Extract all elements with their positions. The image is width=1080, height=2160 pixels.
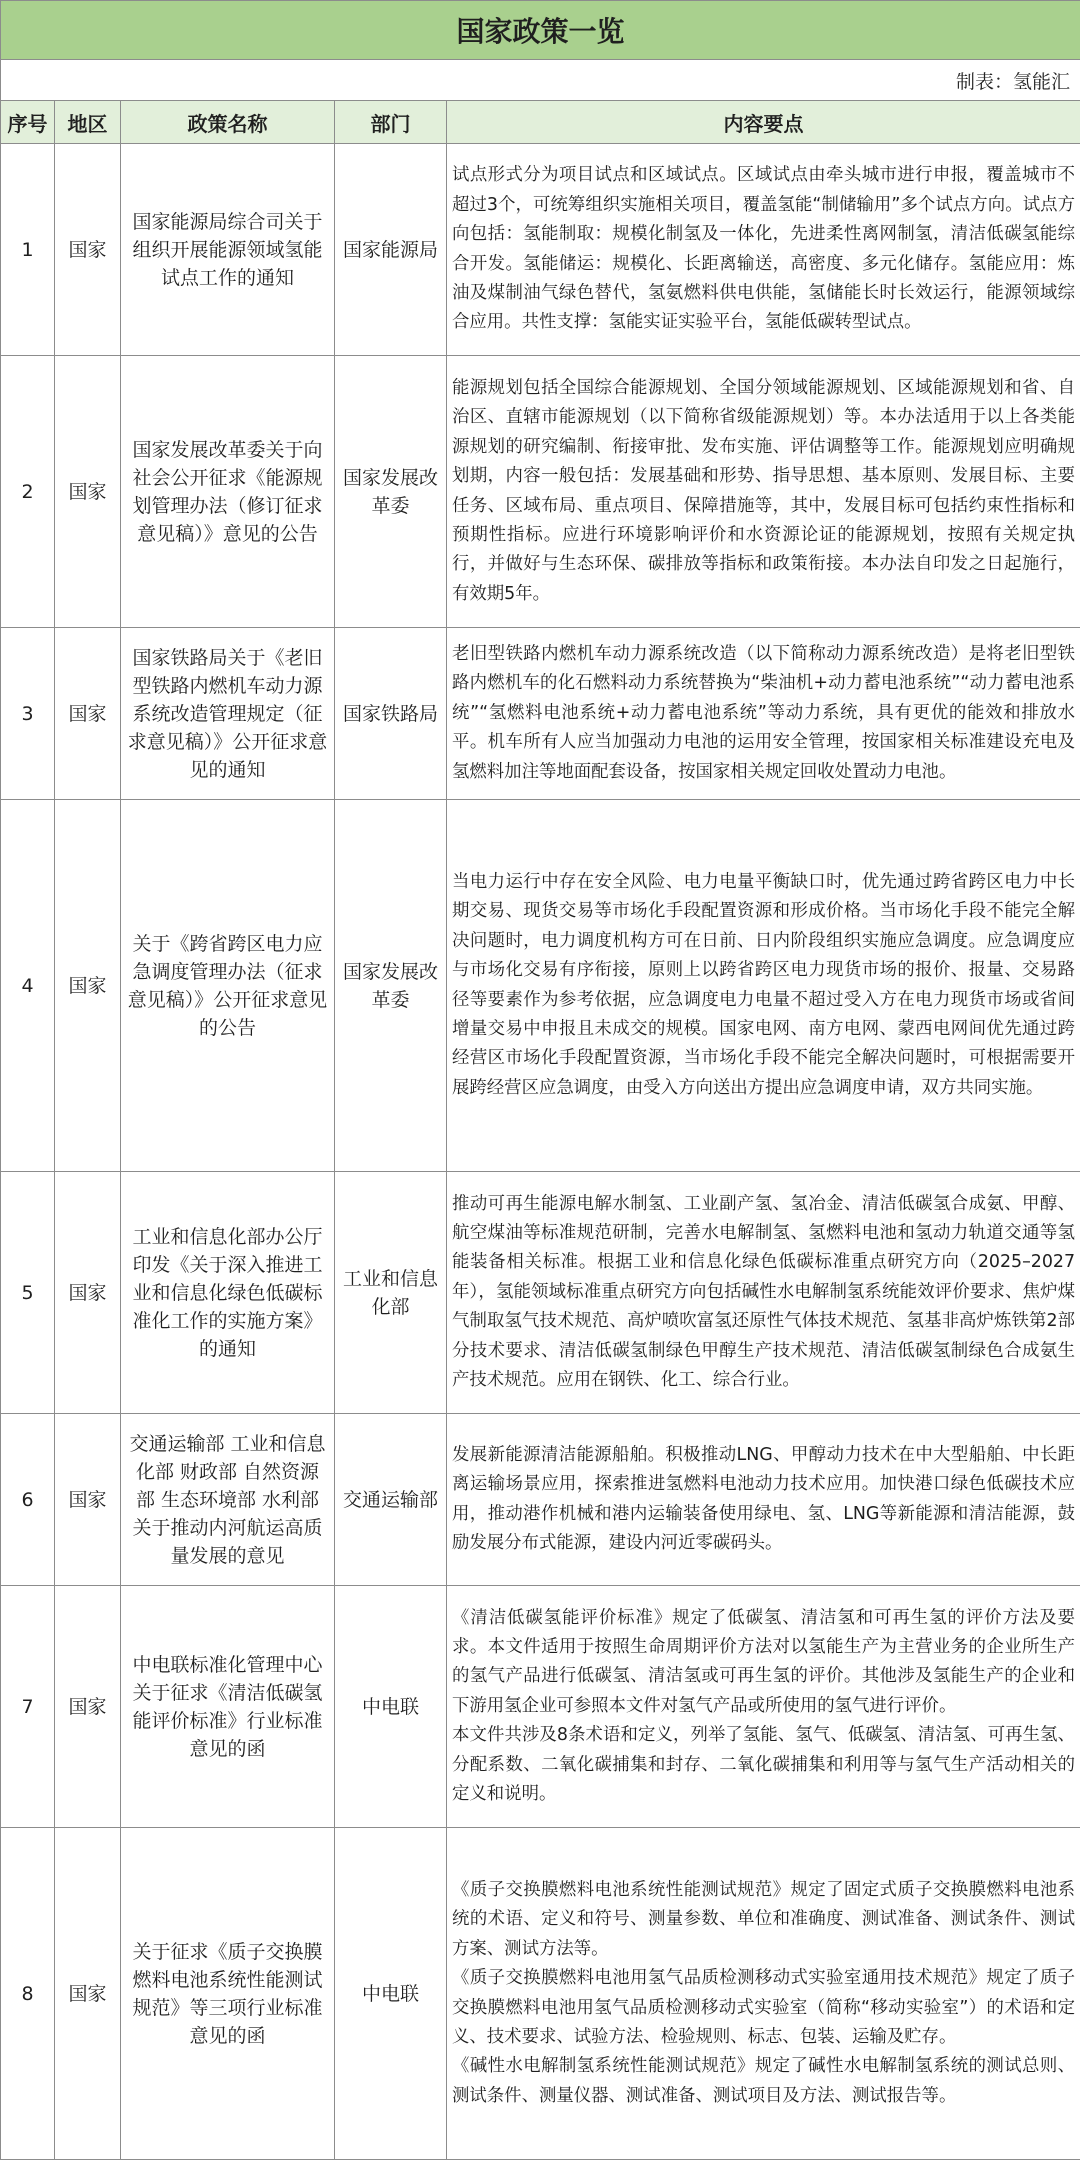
row-policy-name: 国家能源局综合司关于组织开展能源领域氢能试点工作的通知 [121, 144, 335, 356]
row-number: 1 [1, 144, 55, 356]
row-region: 国家 [55, 1586, 121, 1828]
content-paragraph: 老旧型铁路内燃机车动力源系统改造（以下简称动力源系统改造）是将老旧型铁路内燃机车的化石燃料动力系统替换为“柴油机+动力蓄电池系统”“动力蓄电池系统”“氢燃料电池系统+动力蓄电池系统”等动力系统，具有更优的能效和排放水平。机车所有人应当加强动力电池的运用安全管理，按国家相关标准建设充电及氢燃料加注等地面配套设备，按国家相关规定回收处置动力电池。 [452, 640, 1075, 787]
row-region: 国家 [55, 1828, 121, 2160]
content-paragraph: 试点形式分为项目试点和区域试点。区域试点由牵头城市进行申报，覆盖城市不超过3个，可统筹组织实施相关项目，覆盖氢能“制储输用”多个试点方向。试点方向包括：氢能制取：规模化制氢及一体化，先进柔性离网制氢，清洁低碳氢能综合开发。氢能储运：规模化、长距离输送，高密度、多元化储存。氢能应用：炼油及煤制油气绿色替代，氢氨燃料供电供能，氢储能长时长效运行，能源领域综合应用。共性支撑：氢能实证实验平台，氢能低碳转型试点。 [452, 161, 1075, 337]
row-policy-name: 交通运输部 工业和信息化部 财政部 自然资源部 生态环境部 水利部关于推动内河航运高质量发展的意见 [121, 1414, 335, 1586]
table-row [1, 144, 1080, 356]
row-content [447, 800, 1080, 1172]
row-region: 国家 [55, 628, 121, 800]
table-author: 制表：氢能汇 [1, 60, 1080, 101]
row-content [447, 356, 1080, 628]
table-row [1, 356, 1080, 628]
header-policy-name: 政策名称 [121, 101, 335, 144]
content-paragraph: 《碱性水电解制氢系统性能测试规范》规定了碱性水电解制氢系统的测试总则、测试条件、测量仪器、测试准备、测试项目及方法、测试报告等。 [452, 2052, 1075, 2111]
content-paragraph: 《质子交换膜燃料电池系统性能测试规范》规定了固定式质子交换膜燃料电池系统的术语、定义和符号、测量参数、单位和准确度、测试准备、测试条件、测试方案、测试方法等。 [452, 1876, 1075, 1964]
row-region: 国家 [55, 144, 121, 356]
row-number: 3 [1, 628, 55, 800]
row-number: 2 [1, 356, 55, 628]
row-content [447, 628, 1080, 800]
row-dept: 交通运输部 [335, 1414, 447, 1586]
header-region: 地区 [55, 101, 121, 144]
header-no: 序号 [1, 101, 55, 144]
row-region: 国家 [55, 800, 121, 1172]
table-row [1, 1172, 1080, 1414]
row-region: 国家 [55, 1414, 121, 1586]
content-paragraph: 推动可再生能源电解水制氢、工业副产氢、氢冶金、清洁低碳氢合成氨、甲醇、航空煤油等标准规范研制，完善水电解制氢、氢燃料电池和氢动力轨道交通等氢能装备相关标准。根据工业和信息化绿色低碳标准重点研究方向（2025–2027年），氢能领域标准重点研究方向包括碱性水电解制氢系统能效评价要求、焦炉煤气制取氢气技术规范、高炉喷吹富氢还原性气体技术规范、氢基非高炉炼铁第2部分技术要求、清洁低碳氢制绿色甲醇生产技术规范、清洁低碳氢制绿色合成氨生产技术规范。应用在钢铁、化工、综合行业。 [452, 1190, 1075, 1396]
header-row [1, 101, 1080, 144]
row-region: 国家 [55, 356, 121, 628]
row-dept: 中电联 [335, 1828, 447, 2160]
row-policy-name: 国家铁路局关于《老旧型铁路内燃机车动力源系统改造管理规定（征求意见稿）》公开征求意见的通知 [121, 628, 335, 800]
row-policy-name: 国家发展改革委关于向社会公开征求《能源规划管理办法（修订征求意见稿）》意见的公告 [121, 356, 335, 628]
row-content [447, 1828, 1080, 2160]
row-content [447, 1586, 1080, 1828]
content-paragraph: 《质子交换膜燃料电池用氢气品质检测移动式实验室通用技术规范》规定了质子交换膜燃料电池用氢气品质检测移动式实验室（简称“移动实验室”）的术语和定义、技术要求、试验方法、检验规则、标志、包装、运输及贮存。 [452, 1964, 1075, 2052]
content-paragraph: 当电力运行中存在安全风险、电力电量平衡缺口时，优先通过跨省跨区电力中长期交易、现货交易等市场化手段配置资源和形成价格。当市场化手段不能完全解决问题时，电力调度机构方可在日前、日内阶段组织实施应急调度。应急调度应与市场化交易有序衔接，原则上以跨省跨区电力现货市场的报价、报量、交易路径等要素作为参考依据，应急调度电力电量不超过受入方在电力现货市场或省间增量交易中申报且未成交的规模。国家电网、南方电网、蒙西电网间优先通过跨经营区市场化手段配置资源，当市场化手段不能完全解决问题时，可根据需要开展跨经营区应急调度，由受入方向送出方提出应急调度申请，双方共同实施。 [452, 868, 1075, 1103]
row-number: 6 [1, 1414, 55, 1586]
content-paragraph: 本文件共涉及8条术语和定义，列举了氢能、氢气、低碳氢、清洁氢、可再生氢、分配系数、二氧化碳捕集和封存、二氧化碳捕集和利用等与氢气生产活动相关的定义和说明。 [452, 1721, 1075, 1809]
content-paragraph: 发展新能源清洁能源船舶。积极推动LNG、甲醇动力技术在中大型船舶、中长距离运输场景应用，探索推进氢燃料电池动力技术应用。加快港口绿色低碳技术应用，推动港作机械和港内运输装备使用绿电、氢、LNG等新能源和清洁能源，鼓励发展分布式能源，建设内河近零碳码头。 [452, 1441, 1075, 1559]
row-policy-name: 工业和信息化部办公厅印发《关于深入推进工业和信息化绿色低碳标准化工作的实施方案》的通知 [121, 1172, 335, 1414]
table-row [1, 800, 1080, 1172]
row-content [447, 144, 1080, 356]
row-dept: 工业和信息化部 [335, 1172, 447, 1414]
row-number: 4 [1, 800, 55, 1172]
row-dept: 国家能源局 [335, 144, 447, 356]
content-paragraph: 《清洁低碳氢能评价标准》规定了低碳氢、清洁氢和可再生氢的评价方法及要求。本文件适用于按照生命周期评价方法对以氢能生产为主营业务的企业所生产的氢气产品进行低碳氢、清洁氢或可再生氢的评价。其他涉及氢能生产的企业和下游用氢企业可参照本文件对氢气产品或所使用的氢气进行评价。 [452, 1604, 1075, 1722]
row-dept: 国家发展改革委 [335, 800, 447, 1172]
row-content [447, 1414, 1080, 1586]
row-dept: 中电联 [335, 1586, 447, 1828]
row-number: 7 [1, 1586, 55, 1828]
table-row [1, 1414, 1080, 1586]
table-row [1, 1828, 1080, 2160]
row-number: 5 [1, 1172, 55, 1414]
header-dept: 部门 [335, 101, 447, 144]
row-dept: 国家发展改革委 [335, 356, 447, 628]
row-policy-name: 中电联标准化管理中心关于征求《清洁低碳氢能评价标准》行业标准意见的函 [121, 1586, 335, 1828]
row-dept: 国家铁路局 [335, 628, 447, 800]
row-policy-name: 关于《跨省跨区电力应急调度管理办法（征求意见稿）》公开征求意见的公告 [121, 800, 335, 1172]
table-title: 国家政策一览 [1, 1, 1080, 60]
row-content [447, 1172, 1080, 1414]
content-paragraph: 能源规划包括全国综合能源规划、全国分领域能源规划、区域能源规划和省、自治区、直辖市能源规划（以下简称省级能源规划）等。本办法适用于以上各类能源规划的研究编制、衔接审批、发布实施、评估调整等工作。能源规划应明确规划期，内容一般包括：发展基础和形势、指导思想、基本原则、发展目标、主要任务、区域布局、重点项目、保障措施等，其中，发展目标可包括约束性指标和预期性指标。应进行环境影响评价和水资源论证的能源规划，按照有关规定执行，并做好与生态环保、碳排放等指标和政策衔接。本办法自印发之日起施行，有效期5年。 [452, 374, 1075, 609]
row-number: 8 [1, 1828, 55, 2160]
table-row [1, 1586, 1080, 1828]
row-policy-name: 关于征求《质子交换膜燃料电池系统性能测试规范》等三项行业标准意见的函 [121, 1828, 335, 2160]
row-region: 国家 [55, 1172, 121, 1414]
header-content: 内容要点 [447, 101, 1080, 144]
table-row [1, 628, 1080, 800]
